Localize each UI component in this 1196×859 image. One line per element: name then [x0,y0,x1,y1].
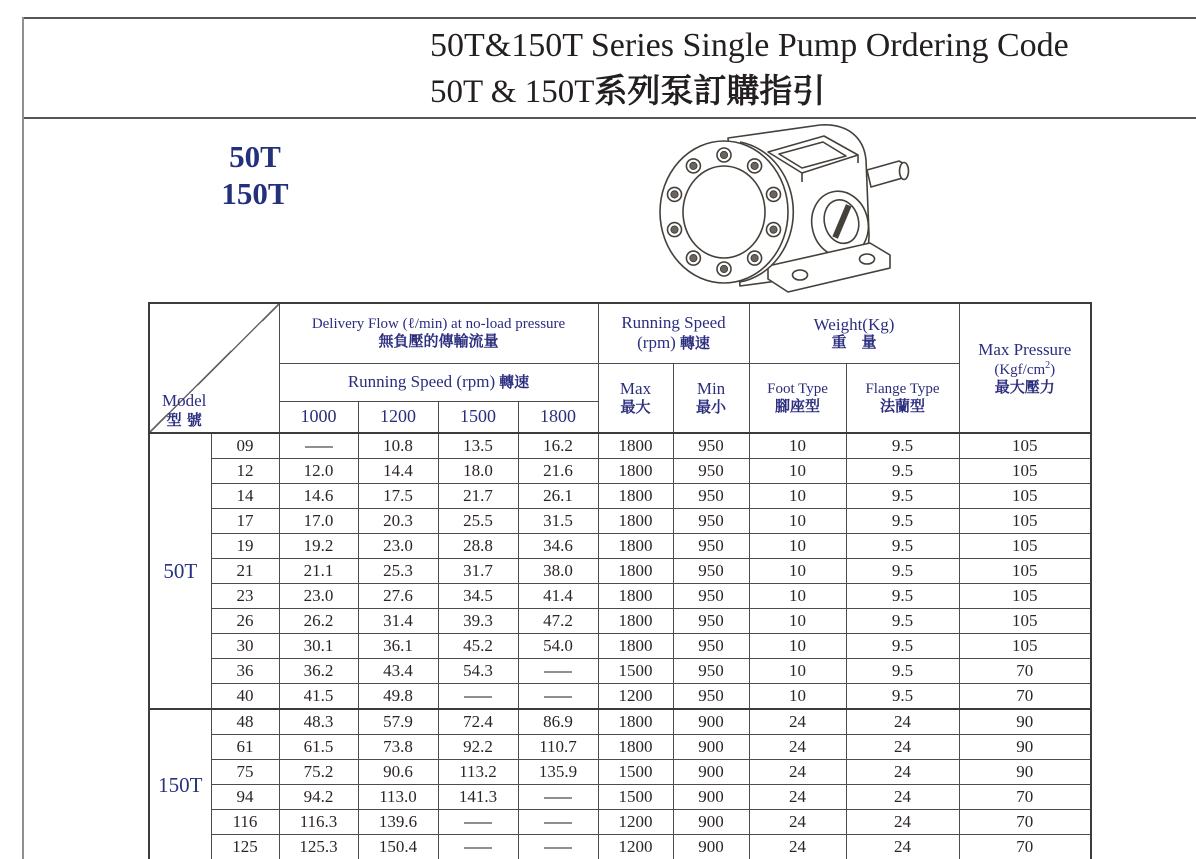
frame-top-line [22,17,1196,19]
cell-weight-flange-type: 9.5 [846,659,959,684]
cell-speed-min: 950 [673,584,749,609]
table-row [149,835,1091,859]
cell-weight-foot-type: 10 [749,509,846,534]
cell-speed-max: 1800 [598,584,673,609]
cell-weight-flange-type: 9.5 [846,534,959,559]
cell-flow-1000: 19.2 [279,534,358,559]
cell-speed-max: 1800 [598,459,673,484]
cell-model-number: 75 [211,760,279,785]
cell-flow-1500: 72.4 [438,709,518,735]
cell-model-number: 09 [211,433,279,459]
series-cell-50t: 50T [149,433,211,709]
cell-weight-foot-type: 24 [749,709,846,735]
cell-speed-min: 950 [673,509,749,534]
cell-flow-1000: 21.1 [279,559,358,584]
cell-speed-min: 900 [673,810,749,835]
cell-flow-1200: 20.3 [358,509,438,534]
cell-speed-max: 1500 [598,659,673,684]
cell-speed-min: 900 [673,709,749,735]
cell-flow-1000: 26.2 [279,609,358,634]
cell-flow-1800: 110.7 [518,735,598,760]
cell-weight-flange-type: 24 [846,709,959,735]
cell-max-pressure: 90 [959,709,1091,735]
cell-flow-1500: 28.8 [438,534,518,559]
cell-max-pressure: 105 [959,534,1091,559]
cell-speed-min: 950 [673,609,749,634]
cell-speed-max: 1500 [598,785,673,810]
cell-model-number: 17 [211,509,279,534]
cell-weight-foot-type: 24 [749,810,846,835]
cell-model-number: 36 [211,659,279,684]
series-heading-150t: 150T [221,176,289,211]
cell-flow-1000: 36.2 [279,659,358,684]
cell-flow-1200: 49.8 [358,684,438,710]
header-weight-group: Weight(Kg) 重 量 [749,303,959,363]
cell-flow-1500: 25.5 [438,509,518,534]
table-row [149,709,1091,735]
cell-speed-max: 1200 [598,684,673,710]
cell-max-pressure: 90 [959,760,1091,785]
cell-max-pressure: 105 [959,634,1091,659]
cell-weight-flange-type: 24 [846,835,959,859]
title-divider-line [22,117,1196,119]
cell-weight-flange-type: 24 [846,735,959,760]
cell-speed-min: 950 [673,459,749,484]
no-value-dash [544,696,572,698]
cell-flow-1800 [518,835,598,859]
cell-flow-1500: 92.2 [438,735,518,760]
cell-flow-1200: 27.6 [358,584,438,609]
table-row [149,509,1091,534]
header-speed-max: Max 最大 [598,363,673,433]
header-flange-type: Flange Type 法蘭型 [846,363,959,433]
no-value-dash [544,671,572,673]
cell-flow-1000: 48.3 [279,709,358,735]
cell-weight-foot-type: 10 [749,559,846,584]
cell-weight-foot-type: 24 [749,760,846,785]
table-row [149,735,1091,760]
cell-weight-flange-type: 24 [846,810,959,835]
no-value-dash [305,446,333,448]
cell-max-pressure: 105 [959,559,1091,584]
page-title-chinese: 50T & 150T系列泵訂購指引 [430,70,826,110]
cell-flow-1200: 90.6 [358,760,438,785]
cell-model-number: 94 [211,785,279,810]
cell-speed-min: 950 [673,484,749,509]
no-value-dash [544,822,572,824]
frame-left-line [22,17,24,859]
header-foot-type: Foot Type 腳座型 [749,363,846,433]
cell-speed-max: 1800 [598,634,673,659]
header-running-speed-sub: Running Speed (rpm) 轉速 [279,363,598,401]
cell-flow-1000: 23.0 [279,584,358,609]
table-row [149,534,1091,559]
cell-flow-1500: 141.3 [438,785,518,810]
cell-weight-foot-type: 10 [749,534,846,559]
cell-model-number: 125 [211,835,279,859]
cell-flow-1200: 25.3 [358,559,438,584]
cell-flow-1800: 21.6 [518,459,598,484]
cell-flow-1200: 139.6 [358,810,438,835]
cell-flow-1000: 41.5 [279,684,358,710]
cell-max-pressure: 70 [959,659,1091,684]
cell-flow-1200: 23.0 [358,534,438,559]
cell-flow-1500: 31.7 [438,559,518,584]
cell-flow-1800 [518,785,598,810]
cell-speed-min: 950 [673,634,749,659]
table-row [149,810,1091,835]
cell-speed-min: 900 [673,785,749,810]
pump-spec-table [148,302,1092,859]
cell-weight-foot-type: 10 [749,609,846,634]
no-value-dash [544,847,572,849]
cell-speed-max: 1800 [598,509,673,534]
cell-weight-foot-type: 24 [749,735,846,760]
cell-weight-foot-type: 10 [749,659,846,684]
cell-speed-max: 1200 [598,810,673,835]
cell-flow-1000: 17.0 [279,509,358,534]
series-heading [200,138,310,212]
cell-model-number: 12 [211,459,279,484]
cell-speed-min: 950 [673,534,749,559]
header-model-en: Model [162,390,207,410]
pump-illustration-icon [648,116,933,306]
cell-weight-foot-type: 10 [749,459,846,484]
cell-flow-1000: 61.5 [279,735,358,760]
cell-speed-min: 900 [673,760,749,785]
page-title-english: 50T&150T Series Single Pump Ordering Code [430,27,1069,64]
cell-flow-1500: 13.5 [438,433,518,459]
cell-flow-1200: 14.4 [358,459,438,484]
header-speed-1200: 1200 [358,401,438,433]
cell-flow-1200: 10.8 [358,433,438,459]
table-row [149,584,1091,609]
cell-flow-1000: 30.1 [279,634,358,659]
cell-speed-max: 1800 [598,433,673,459]
header-speed-1800: 1800 [518,401,598,433]
table-row [149,459,1091,484]
cell-weight-foot-type: 24 [749,785,846,810]
no-value-dash [464,847,492,849]
cell-model-number: 116 [211,810,279,835]
cell-flow-1800: 31.5 [518,509,598,534]
header-model [149,303,279,433]
header-delivery-flow: Delivery Flow (ℓ/min) at no-load pressure 無負壓的傳輸流量 [279,303,598,363]
cell-flow-1500: 39.3 [438,609,518,634]
pump-table-body [149,433,1091,859]
cell-flow-1500 [438,684,518,710]
cell-speed-min: 900 [673,735,749,760]
table-row [149,433,1091,459]
cell-flow-1800: 47.2 [518,609,598,634]
cell-max-pressure: 70 [959,684,1091,710]
page-title [430,24,1069,114]
cell-flow-1000: 12.0 [279,459,358,484]
cell-weight-foot-type: 24 [749,835,846,859]
table-header [149,303,1091,433]
cell-speed-max: 1800 [598,735,673,760]
cell-max-pressure: 70 [959,785,1091,810]
cell-speed-max: 1800 [598,709,673,735]
cell-weight-foot-type: 10 [749,634,846,659]
cell-flow-1000: 75.2 [279,760,358,785]
cell-weight-flange-type: 9.5 [846,484,959,509]
cell-weight-flange-type: 24 [846,785,959,810]
no-value-dash [464,696,492,698]
cell-speed-min: 950 [673,659,749,684]
cell-flow-1800 [518,810,598,835]
header-model-zh: 型 號 [166,411,202,429]
cell-max-pressure: 105 [959,433,1091,459]
cell-flow-1000: 116.3 [279,810,358,835]
cell-speed-min: 950 [673,559,749,584]
cell-model-number: 19 [211,534,279,559]
cell-model-number: 21 [211,559,279,584]
cell-model-number: 30 [211,634,279,659]
cell-flow-1200: 57.9 [358,709,438,735]
cell-max-pressure: 105 [959,509,1091,534]
cell-max-pressure: 105 [959,609,1091,634]
cell-speed-max: 1800 [598,609,673,634]
cell-flow-1800 [518,659,598,684]
cell-model-number: 40 [211,684,279,710]
cell-flow-1800: 86.9 [518,709,598,735]
cell-flow-1800 [518,684,598,710]
cell-flow-1000: 125.3 [279,835,358,859]
cell-max-pressure: 105 [959,459,1091,484]
cell-speed-max: 1800 [598,484,673,509]
cell-speed-min: 900 [673,835,749,859]
cell-max-pressure: 70 [959,835,1091,859]
cell-max-pressure: 105 [959,584,1091,609]
cell-weight-flange-type: 9.5 [846,559,959,584]
table-row [149,659,1091,684]
cell-speed-max: 1800 [598,559,673,584]
cell-flow-1200: 17.5 [358,484,438,509]
header-speed-min: Min 最小 [673,363,749,433]
cell-flow-1500: 113.2 [438,760,518,785]
cell-weight-foot-type: 10 [749,433,846,459]
cell-max-pressure: 90 [959,735,1091,760]
cell-weight-flange-type: 9.5 [846,584,959,609]
cell-flow-1800: 16.2 [518,433,598,459]
table-row [149,785,1091,810]
cell-flow-1200: 36.1 [358,634,438,659]
cell-flow-1800: 26.1 [518,484,598,509]
cell-flow-1200: 31.4 [358,609,438,634]
cell-flow-1000: 94.2 [279,785,358,810]
cell-flow-1500 [438,810,518,835]
no-value-dash [544,797,572,799]
cell-model-number: 26 [211,609,279,634]
cell-flow-1200: 113.0 [358,785,438,810]
cell-weight-flange-type: 9.5 [846,509,959,534]
table-row [149,684,1091,710]
series-heading-50t: 50T [229,139,281,174]
cell-flow-1000: 14.6 [279,484,358,509]
cell-weight-flange-type: 24 [846,760,959,785]
cell-weight-flange-type: 9.5 [846,634,959,659]
cell-weight-flange-type: 9.5 [846,684,959,710]
cell-flow-1200: 73.8 [358,735,438,760]
cell-weight-flange-type: 9.5 [846,459,959,484]
cell-model-number: 23 [211,584,279,609]
cell-speed-min: 950 [673,433,749,459]
series-cell-150t: 150T [149,709,211,859]
cell-weight-flange-type: 9.5 [846,433,959,459]
header-max-pressure: Max Pressure $(Kgf/cm^2)$ 最大壓力 [959,303,1091,433]
cell-flow-1500: 21.7 [438,484,518,509]
table-row [149,484,1091,509]
cell-flow-1200: 150.4 [358,835,438,859]
cell-speed-max: 1200 [598,835,673,859]
cell-flow-1000 [279,433,358,459]
cell-flow-1500 [438,835,518,859]
cell-flow-1500: 18.0 [438,459,518,484]
spec-table-wrapper [148,302,1092,859]
cell-weight-foot-type: 10 [749,584,846,609]
table-row [149,609,1091,634]
cell-flow-1800: 135.9 [518,760,598,785]
cell-speed-max: 1500 [598,760,673,785]
header-speed-1500: 1500 [438,401,518,433]
cell-weight-foot-type: 10 [749,484,846,509]
table-row [149,634,1091,659]
cell-flow-1500: 34.5 [438,584,518,609]
table-row [149,559,1091,584]
cell-flow-1800: 38.0 [518,559,598,584]
cell-model-number: 48 [211,709,279,735]
header-running-speed-group: Running Speed (rpm) 轉速 [598,303,749,363]
cell-weight-foot-type: 10 [749,684,846,710]
cell-flow-1500: 45.2 [438,634,518,659]
cell-flow-1800: 54.0 [518,634,598,659]
cell-flow-1500: 54.3 [438,659,518,684]
cell-flow-1200: 43.4 [358,659,438,684]
cell-flow-1800: 41.4 [518,584,598,609]
table-row [149,760,1091,785]
cell-weight-flange-type: 9.5 [846,609,959,634]
cell-speed-min: 950 [673,684,749,710]
cell-flow-1800: 34.6 [518,534,598,559]
cell-model-number: 14 [211,484,279,509]
cell-max-pressure: 105 [959,484,1091,509]
cell-model-number: 61 [211,735,279,760]
header-speed-1000: 1000 [279,401,358,433]
cell-max-pressure: 70 [959,810,1091,835]
cell-speed-max: 1800 [598,534,673,559]
no-value-dash [464,822,492,824]
